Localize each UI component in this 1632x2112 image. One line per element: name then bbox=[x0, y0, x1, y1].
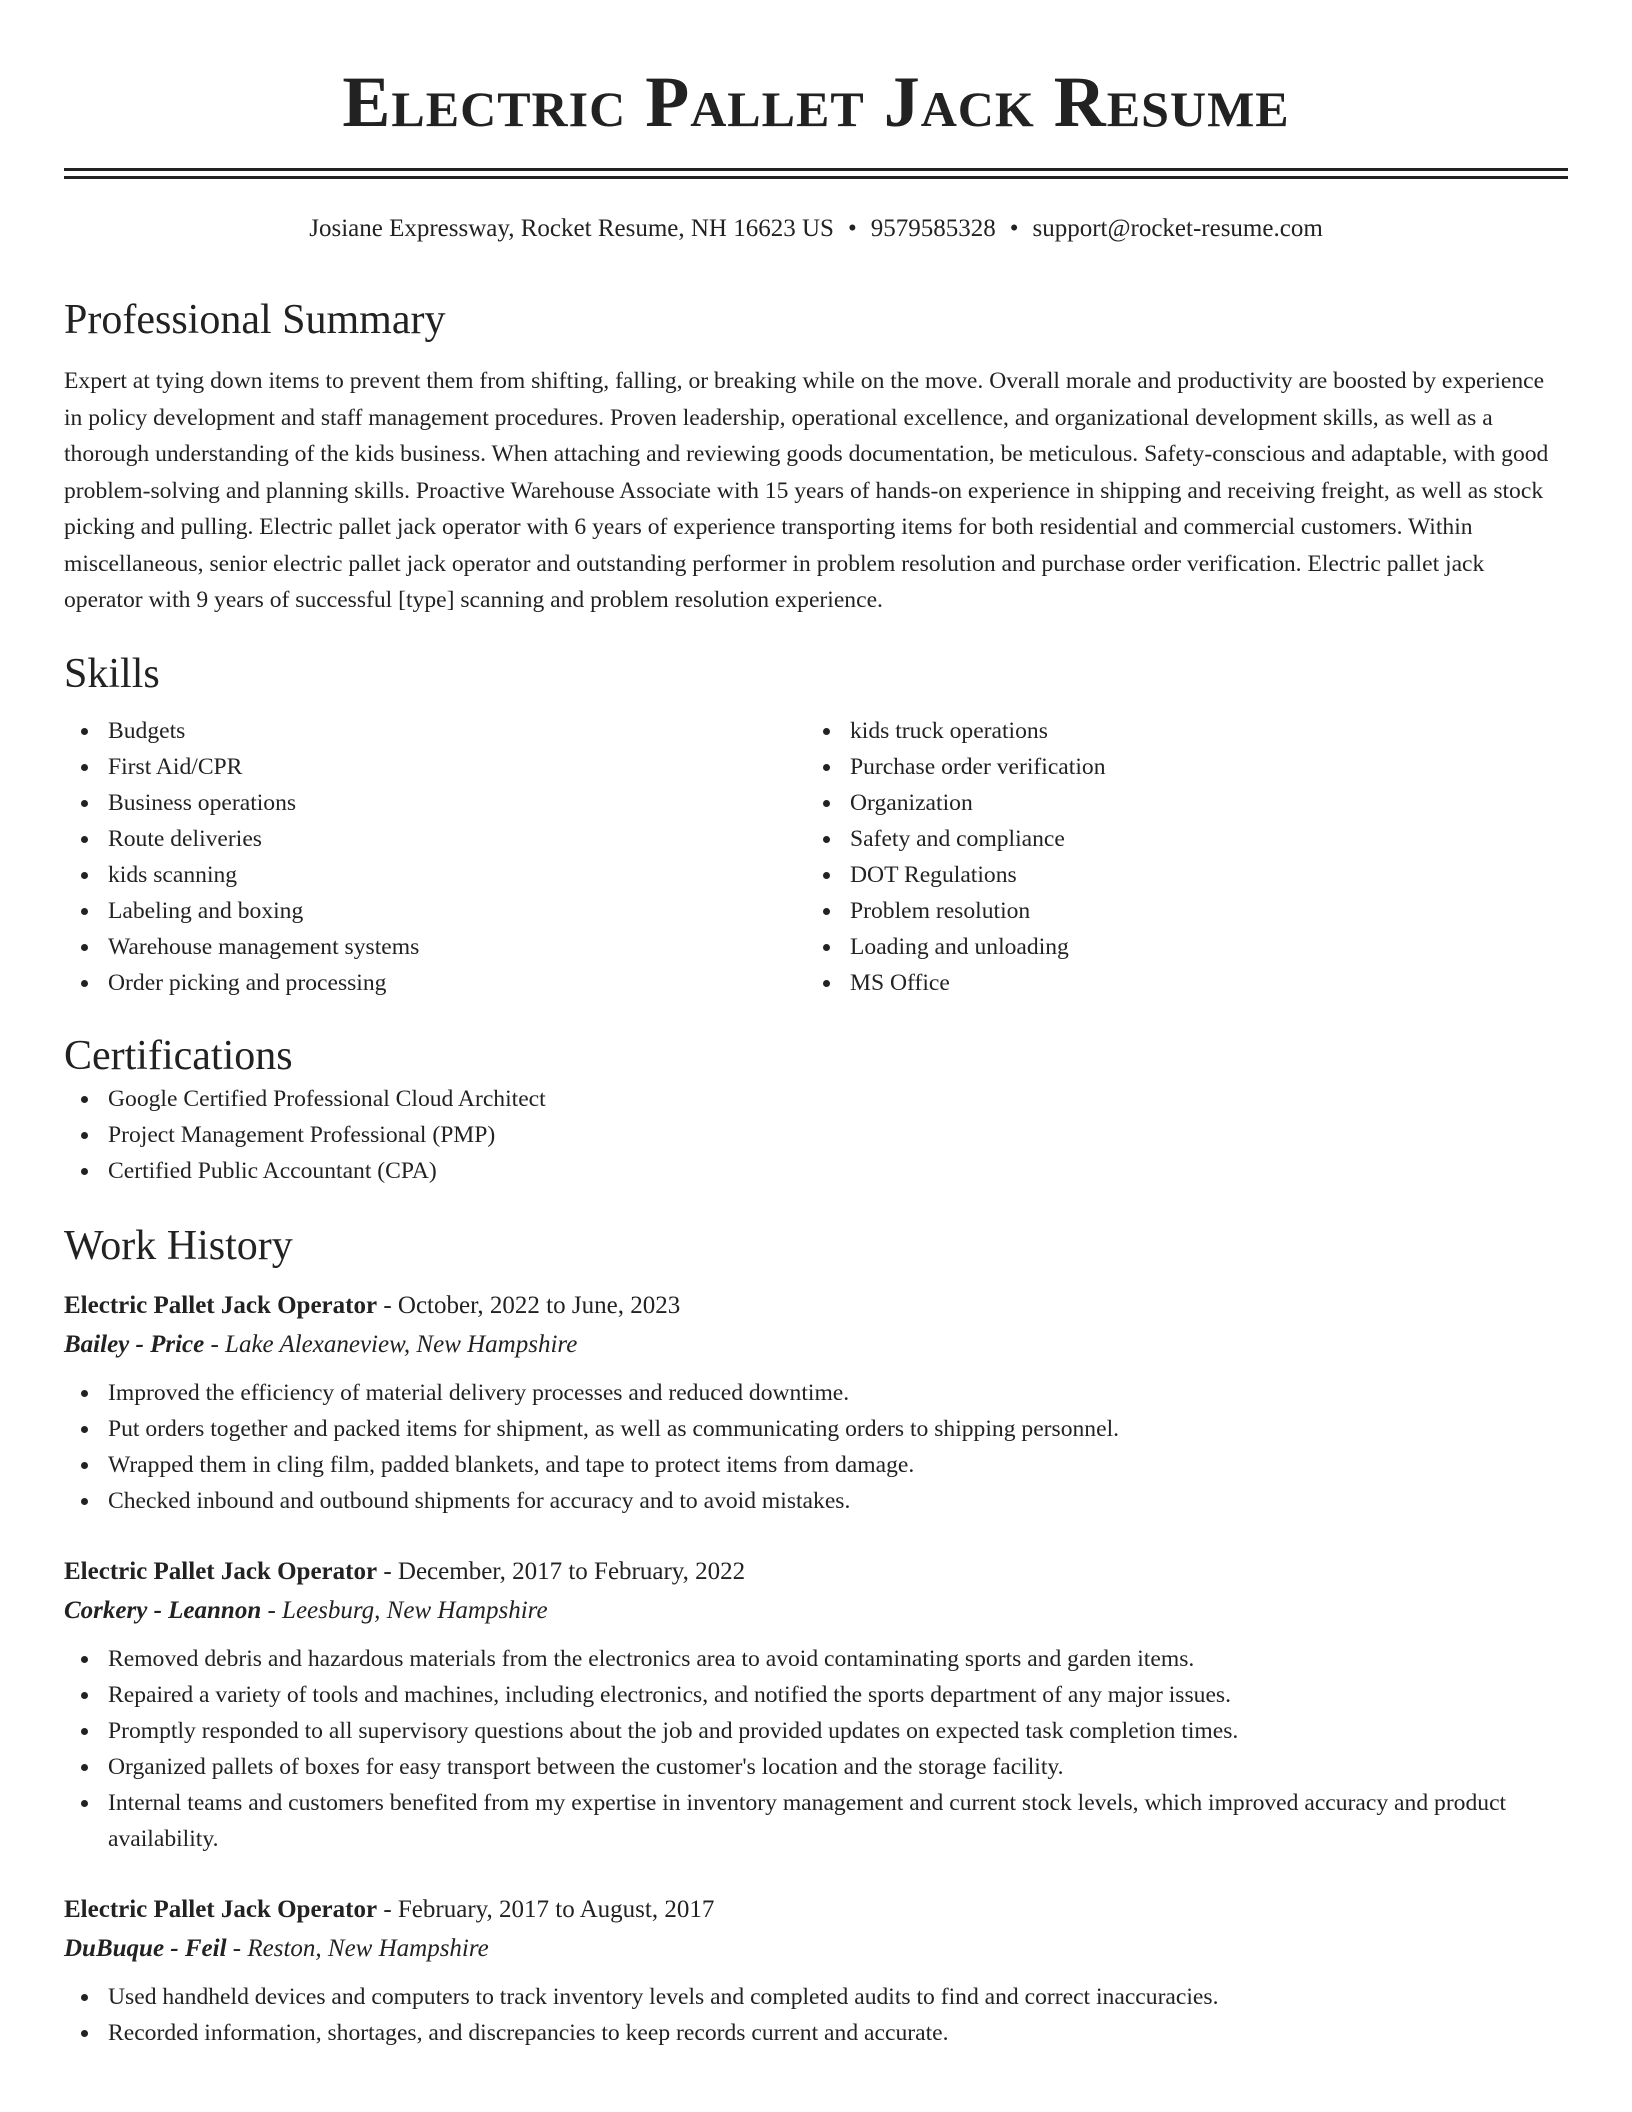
certification-item: Project Management Professional (PMP) bbox=[108, 1117, 1568, 1153]
job-bullet: Checked inbound and outbound shipments for accuracy and to avoid mistakes. bbox=[108, 1483, 1568, 1519]
job-bullet: Internal teams and customers benefited from my expertise in inventory management and current stock levels, which improved accuracy and product availability. bbox=[108, 1785, 1568, 1857]
job-dates: - October, 2022 to June, 2023 bbox=[377, 1291, 681, 1319]
job-bullet: Removed debris and hazardous materials from the electronics area to avoid contaminating sports and garden items. bbox=[108, 1641, 1568, 1677]
skill-item: DOT Regulations bbox=[850, 857, 1548, 893]
skills-list-right bbox=[806, 713, 1548, 1001]
skill-item: Problem resolution bbox=[850, 893, 1548, 929]
job-company-line bbox=[64, 1325, 1568, 1365]
skills-column-left bbox=[64, 713, 806, 1001]
job-entry bbox=[64, 1553, 1568, 1857]
skill-item: Safety and compliance bbox=[850, 821, 1548, 857]
job-company: DuBuque - Feil bbox=[64, 1934, 227, 1962]
contact-address: Josiane Expressway, Rocket Resume, NH 16623 US bbox=[309, 215, 834, 242]
skill-item: Loading and unloading bbox=[850, 929, 1548, 965]
job-bullets bbox=[64, 1375, 1568, 1519]
job-header bbox=[64, 1287, 1568, 1325]
resume-title: Electric Pallet Jack Resume bbox=[342, 62, 1290, 142]
job-bullet: Used handheld devices and computers to track inventory levels and completed audits to find and correct inaccuracies. bbox=[108, 1979, 1568, 2015]
job-bullet: Recorded information, shortages, and discrepancies to keep records current and accurate. bbox=[108, 2015, 1568, 2051]
certification-item: Google Certified Professional Cloud Architect bbox=[108, 1081, 1568, 1117]
skill-item: Order picking and processing bbox=[108, 965, 806, 1001]
job-bullets bbox=[64, 1641, 1568, 1857]
job-bullet: Improved the efficiency of material delivery processes and reduced downtime. bbox=[108, 1375, 1568, 1411]
skill-item: kids scanning bbox=[108, 857, 806, 893]
job-bullet: Promptly responded to all supervisory questions about the job and provided updates on expected task completion times. bbox=[108, 1713, 1568, 1749]
job-bullet: Wrapped them in cling film, padded blankets, and tape to protect items from damage. bbox=[108, 1447, 1568, 1483]
skills-grid bbox=[64, 713, 1568, 1001]
job-bullets bbox=[64, 1979, 1568, 2051]
job-header bbox=[64, 1891, 1568, 1929]
skill-item: Warehouse management systems bbox=[108, 929, 806, 965]
job-company: Bailey - Price bbox=[64, 1330, 205, 1358]
skill-item: Purchase order verification bbox=[850, 749, 1548, 785]
work-history-heading: Work History bbox=[64, 1222, 293, 1269]
job-company-line bbox=[64, 1929, 1568, 1969]
certifications-list bbox=[64, 1081, 1568, 1189]
certifications-heading: Certifications bbox=[64, 1032, 293, 1079]
job-bullet: Put orders together and packed items for shipment, as well as communicating orders to shipping personnel. bbox=[108, 1411, 1568, 1447]
skill-item: MS Office bbox=[850, 965, 1548, 1001]
title-divider bbox=[64, 168, 1568, 179]
skills-list-left bbox=[64, 713, 806, 1001]
contact-email: support@rocket-resume.com bbox=[1032, 215, 1323, 242]
certification-item: Certified Public Accountant (CPA) bbox=[108, 1153, 1568, 1189]
contact-line bbox=[64, 213, 1568, 245]
skill-item: kids truck operations bbox=[850, 713, 1548, 749]
job-role: Electric Pallet Jack Operator bbox=[64, 1291, 378, 1319]
job-location: - Reston, New Hampshire bbox=[226, 1934, 489, 1962]
job-entry bbox=[64, 1287, 1568, 1519]
job-location: - Lake Alexaneview, New Hampshire bbox=[204, 1330, 578, 1358]
job-location: - Leesburg, New Hampshire bbox=[261, 1596, 548, 1624]
job-bullet: Organized pallets of boxes for easy transport between the customer's location and the storage facility. bbox=[108, 1749, 1568, 1785]
skill-item: Route deliveries bbox=[108, 821, 806, 857]
job-entry bbox=[64, 1891, 1568, 2051]
skill-item: Organization bbox=[850, 785, 1548, 821]
summary-text: Expert at tying down items to prevent them from shifting, falling, or breaking while on the move. Overall morale and productivity are boosted by experience in policy development and staff management procedures. Proven leadership, operational excellence, and organizational development skills, as well as a thorough understanding of the kids business. When attaching and reviewing goods documentation, be meticulous. Safety-conscious and adaptable, with good problem-solving and planning skills. Proactive Warehouse Associate with 15 years of hands-on experience in shipping and receiving freight, as well as stock picking and pulling. Electric pallet jack operator with 6 years of experience transporting items for both residential and commercial customers. Within miscellaneous, senior electric pallet jack operator and outstanding performer in problem resolution and purchase order verification. Electric pallet jack operator with 9 years of successful [type] scanning and problem resolution experience. bbox=[64, 368, 1549, 613]
skill-item: Labeling and boxing bbox=[108, 893, 806, 929]
skill-item: Business operations bbox=[108, 785, 806, 821]
job-header bbox=[64, 1553, 1568, 1591]
contact-phone: 9579585328 bbox=[870, 215, 996, 242]
job-role: Electric Pallet Jack Operator bbox=[64, 1557, 378, 1585]
summary-heading: Professional Summary bbox=[64, 297, 446, 343]
skill-item: First Aid/CPR bbox=[108, 749, 806, 785]
skill-item: Budgets bbox=[108, 713, 806, 749]
job-dates: - December, 2017 to February, 2022 bbox=[377, 1557, 746, 1585]
job-company-line bbox=[64, 1591, 1568, 1631]
job-bullet: Repaired a variety of tools and machines, including electronics, and notified the sports department of any major issues. bbox=[108, 1677, 1568, 1713]
job-role: Electric Pallet Jack Operator bbox=[64, 1895, 378, 1923]
skills-column-right bbox=[806, 713, 1548, 1001]
job-company: Corkery - Leannon bbox=[64, 1596, 262, 1624]
skills-heading: Skills bbox=[64, 650, 160, 697]
contact-separator: • bbox=[1009, 215, 1019, 242]
job-dates: - February, 2017 to August, 2017 bbox=[377, 1895, 715, 1923]
contact-separator: • bbox=[847, 215, 857, 242]
